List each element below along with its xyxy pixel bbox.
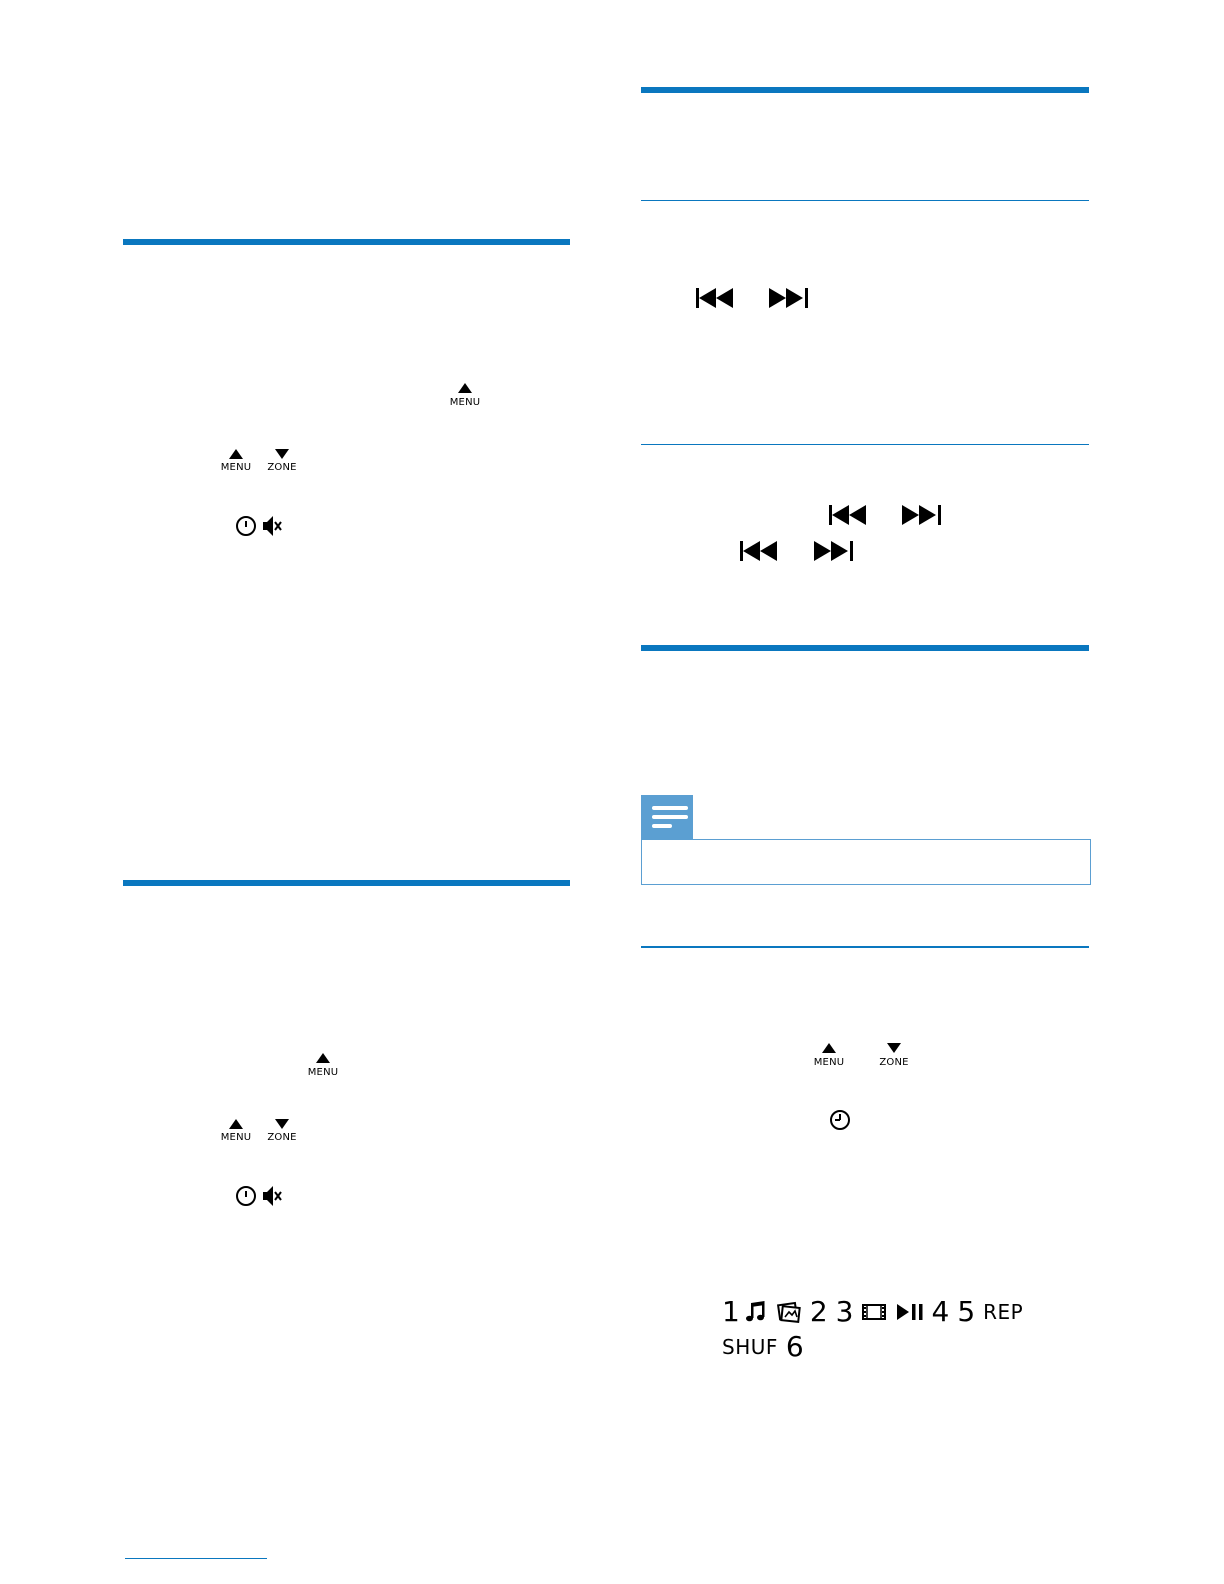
triangle-down-icon bbox=[275, 1119, 289, 1129]
skip-next-icon bbox=[768, 287, 810, 309]
menu-button-label: MENU bbox=[307, 1067, 339, 1078]
triangle-down-icon bbox=[275, 449, 289, 459]
note-tab bbox=[641, 795, 693, 840]
lcd-digit-1: 1 bbox=[722, 1295, 740, 1328]
triangle-up-icon bbox=[822, 1043, 836, 1053]
skip-next-icon bbox=[901, 504, 943, 526]
power-icon bbox=[235, 515, 257, 537]
triangle-down-icon bbox=[887, 1043, 901, 1053]
subsection-rule-right-3 bbox=[641, 946, 1089, 948]
triangle-up-icon bbox=[316, 1053, 330, 1063]
play-pause-icon bbox=[895, 1302, 925, 1322]
note-box bbox=[641, 839, 1091, 885]
note-icon bbox=[641, 795, 693, 840]
zone-button-label: ZONE bbox=[267, 1132, 297, 1143]
triangle-up-icon bbox=[458, 383, 472, 393]
section-rule-right-2 bbox=[641, 645, 1089, 651]
clock-icon bbox=[829, 1109, 851, 1131]
skip-previous-icon bbox=[828, 504, 870, 526]
subsection-rule-right-2 bbox=[641, 444, 1089, 445]
triangle-up-icon bbox=[229, 1119, 243, 1129]
music-note-icon bbox=[744, 1300, 768, 1324]
lcd-shuf: SHUF bbox=[722, 1335, 778, 1359]
zone-button-label: ZONE bbox=[879, 1057, 909, 1068]
section-rule-left-1 bbox=[123, 239, 570, 245]
menu-button-label: MENU bbox=[449, 397, 481, 408]
photo-icon bbox=[776, 1300, 802, 1324]
section-rule-right-1 bbox=[641, 87, 1089, 93]
lcd-digit-4: 4 bbox=[931, 1295, 950, 1328]
power-icon bbox=[235, 1185, 257, 1207]
mute-icon bbox=[262, 514, 282, 538]
lcd-display-row-1 bbox=[722, 1297, 1023, 1327]
menu-button-label: MENU bbox=[220, 462, 252, 473]
skip-previous-icon bbox=[739, 540, 781, 562]
zone-button-label: ZONE bbox=[267, 462, 297, 473]
subsection-rule-right-1 bbox=[641, 200, 1089, 201]
lcd-rep: REP bbox=[983, 1300, 1024, 1324]
lcd-digit-5: 5 bbox=[957, 1295, 976, 1328]
skip-previous-icon bbox=[695, 287, 737, 309]
menu-button-label: MENU bbox=[220, 1132, 252, 1143]
lcd-digit-6: 6 bbox=[785, 1330, 804, 1363]
lcd-digit-2: 2 bbox=[809, 1295, 828, 1328]
triangle-up-icon bbox=[229, 449, 243, 459]
lcd-digit-3: 3 bbox=[835, 1295, 854, 1328]
film-icon bbox=[861, 1302, 887, 1322]
skip-next-icon bbox=[813, 540, 855, 562]
menu-button-label: MENU bbox=[813, 1057, 845, 1068]
footer-rule bbox=[125, 1558, 267, 1559]
mute-icon bbox=[262, 1184, 282, 1208]
section-rule-left-2 bbox=[123, 880, 570, 886]
lcd-display-row-2 bbox=[722, 1332, 804, 1362]
